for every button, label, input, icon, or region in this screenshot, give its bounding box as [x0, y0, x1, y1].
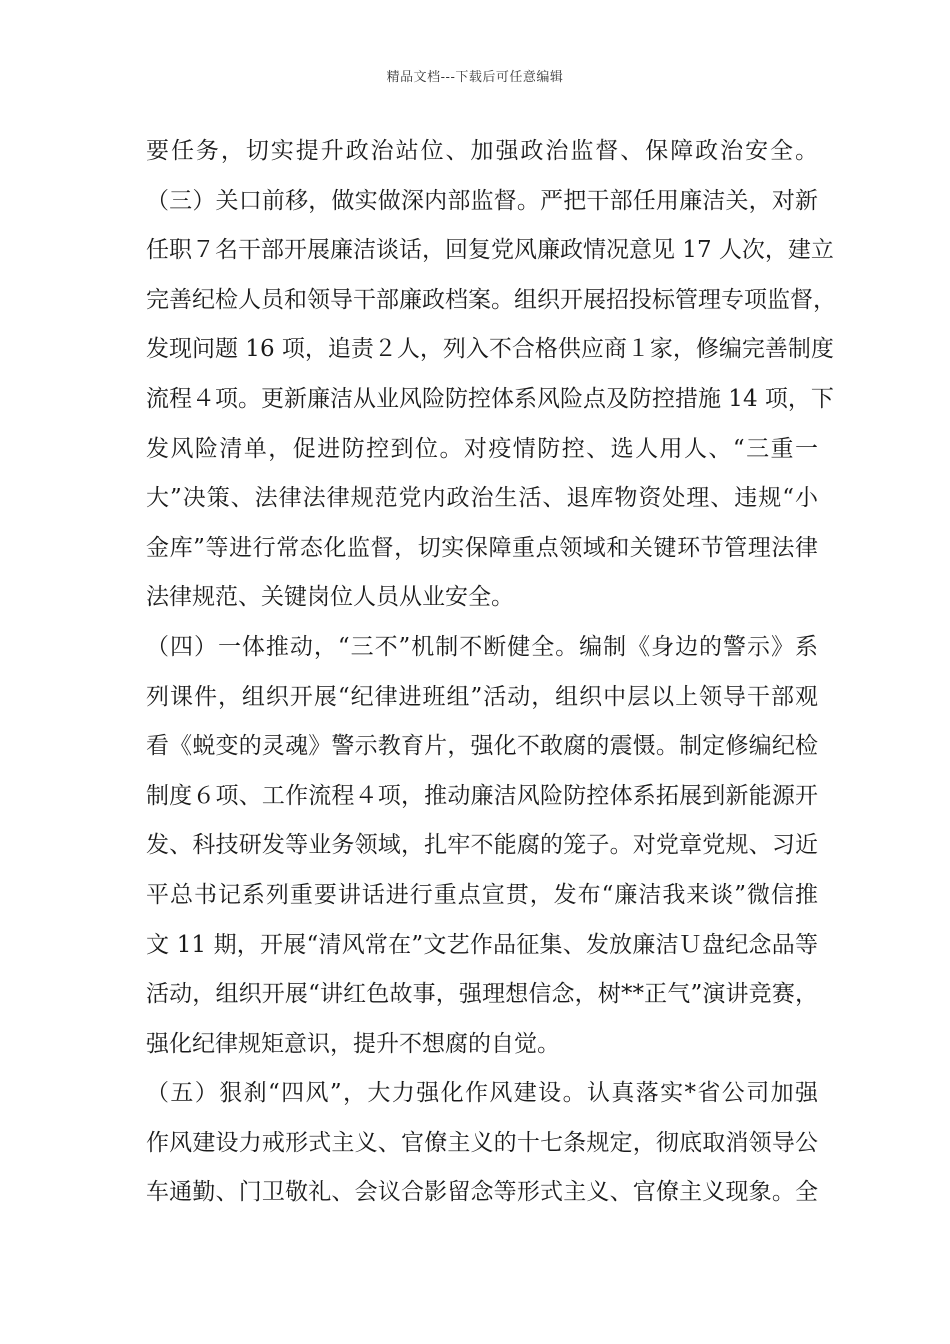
text-line: 完善纪检人员和领导干部廉政档案。组织开展招投标管理专项监督，: [146, 286, 836, 313]
text-line: 要任务，切实提升政治站位、加强政治监督、保障政治安全。: [146, 138, 818, 164]
document-body: [146, 127, 836, 1218]
text-line: 文 11 期，开展“清风常在”文艺作品征集、发放廉洁Ｕ盘纪念品等: [146, 931, 818, 958]
text-line: 制度６项、工作流程４项，推动廉洁风险防控体系拓展到新能源开: [146, 782, 818, 809]
text-line: 强化纪律规矩意识，提升不想腐的自觉。: [146, 1030, 560, 1057]
text-line: 作风建设力戒形式主义、官僚主义的十七条规定，彻底取消领导公: [146, 1129, 818, 1156]
text-line: 大”决策、法律法律规范党内政治生活、退库物资处理、违规“小: [146, 485, 818, 512]
text-line: （三）关口前移，做实做深内部监督。严把干部任用廉洁关，对新: [146, 187, 818, 214]
text-line: 法律规范、关键岗位人员从业安全。: [146, 584, 514, 611]
text-line: 发现问题 16 项，追责２人，列入不合格供应商１家，修编完善制度: [146, 336, 834, 363]
text-line: 列课件，组织开展“纪律进班组”活动，组织中层以上领导干部观: [146, 683, 818, 710]
text-line: （五）狠刹“四风”，大力强化作风建设。认真落实*省公司加强: [146, 1080, 818, 1107]
text-line: 任职７名干部开展廉洁谈话，回复党风廉政情况意见 17 人次，建立: [146, 237, 834, 264]
text-line: 金库”等进行常态化监督，切实保障重点领域和关键环节管理法律: [146, 534, 818, 561]
text-line: 活动，组织开展“讲红色故事，强理想信念，树**正气”演讲竞赛，: [146, 981, 818, 1008]
text-line: 平总书记系列重要讲话进行重点宣贯，发布“廉洁我来谈”微信推: [146, 881, 818, 908]
text-line: （四）一体推动，“三不”机制不断健全。编制《身边的警示》系: [146, 633, 818, 660]
text-line: 发、科技研发等业务领域，扎牢不能腐的笼子。对党章党规、习近: [146, 832, 818, 859]
text-line: 车通勤、门卫敬礼、会议合影留念等形式主义、官僚主义现象。全: [146, 1179, 818, 1206]
page-header: 精品文档---下载后可任意编辑: [386, 70, 564, 85]
text-line: 流程４项。更新廉洁从业风险防控体系风险点及防控措施 14 项，下: [146, 385, 834, 412]
text-line: 看《蜕变的灵魂》警示教育片，强化不敢腐的震慑。制定修编纪检: [146, 733, 818, 760]
text-line: 发风险清单，促进防控到位。对疫情防控、选人用人、“三重一: [146, 435, 818, 462]
